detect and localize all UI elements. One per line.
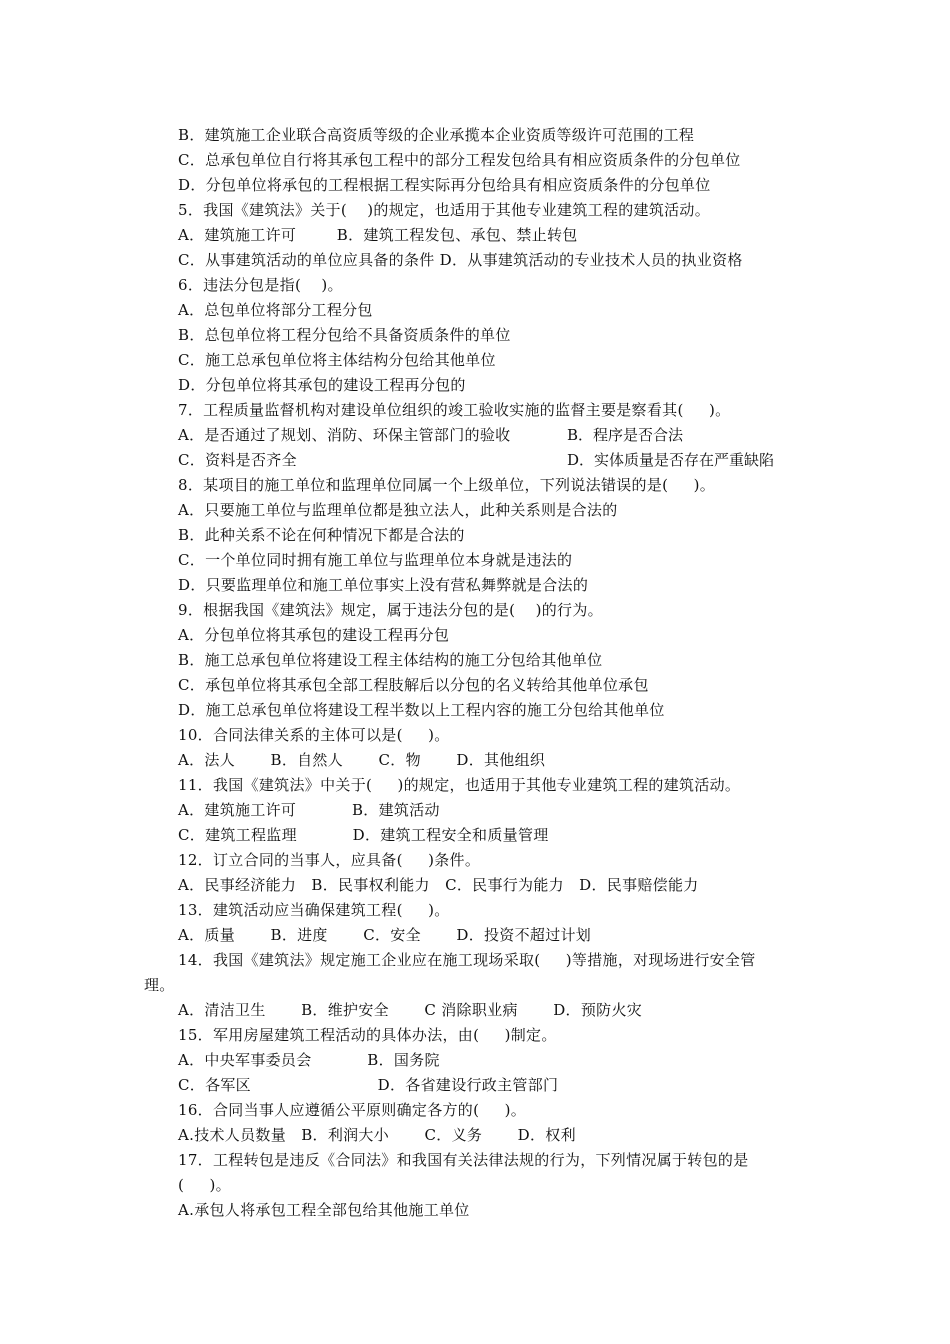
- text-line: C．各军区 D．各省建设行政主管部门: [178, 1076, 559, 1094]
- question-7: 7．工程质量监督机构对建设单位组织的竣工验收实施的监督主要是察看其( )。: [178, 401, 731, 419]
- text-line: D．分包单位将其承包的建设工程再分包的: [178, 376, 466, 394]
- text-line: A.承包人将承包工程全部包给其他施工单位: [178, 1201, 470, 1219]
- text-line: D．实体质量是否存在严重缺陷: [567, 451, 775, 469]
- text-line: C．施工总承包单位将主体结构分包给其他单位: [178, 351, 496, 369]
- text-line: C．承包单位将其承包全部工程肢解后以分包的名义转给其他单位承包: [178, 676, 649, 694]
- text-line: B．施工总承包单位将建设工程主体结构的施工分包给其他单位: [178, 651, 603, 669]
- question-15: 15．军用房屋建筑工程活动的具体办法，由( )制定。: [178, 1026, 557, 1044]
- question-5: 5．我国《建筑法》关于( )的规定，也适用于其他专业建筑工程的建筑活动。: [178, 201, 711, 219]
- text-line: A．建筑施工许可 B．建筑活动: [178, 801, 440, 819]
- text-line: D．只要监理单位和施工单位事实上没有营私舞弊就是合法的: [178, 576, 589, 594]
- question-13: 13．建筑活动应当确保建筑工程( )。: [178, 901, 450, 919]
- text-line: C．从事建筑活动的单位应具备的条件 D．从事建筑活动的专业技术人员的执业资格: [178, 251, 743, 269]
- text-line: A．是否通过了规划、消防、环保主管部门的验收: [178, 426, 511, 444]
- text-line: D．施工总承包单位将建设工程半数以上工程内容的施工分包给其他单位: [178, 701, 665, 719]
- text-line: C．一个单位同时拥有施工单位与监理单位本身就是违法的: [178, 551, 573, 569]
- question-8: 8．某项目的施工单位和监理单位同属一个上级单位，下列说法错误的是( )。: [178, 476, 716, 494]
- text-line: A．法人 B．自然人 C．物 D．其他组织: [178, 751, 546, 769]
- question-16: 16．合同当事人应遵循公平原则确定各方的( )。: [178, 1101, 527, 1119]
- text-line: A．分包单位将其承包的建设工程再分包: [178, 626, 450, 644]
- text-line: A．清洁卫生 B．维护安全 C 消除职业病 D．预防火灾: [178, 1001, 643, 1019]
- text-line: B．此种关系不论在何种情况下都是合法的: [178, 526, 465, 544]
- text-line: B．总包单位将工程分包给不具备资质条件的单位: [178, 326, 511, 344]
- question-11: 11．我国《建筑法》中关于( )的规定，也适用于其他专业建筑工程的建筑活动。: [178, 776, 741, 794]
- text-line: D．分包单位将承包的工程根据工程实际再分包给具有相应资质条件的分包单位: [178, 176, 711, 194]
- question-17: 17．工程转包是违反《合同法》和我国有关法律法规的行为，下列情况属于转包的是: [178, 1151, 749, 1169]
- text-line: B．程序是否合法: [567, 426, 684, 444]
- text-line: A．建筑施工许可 B．建筑工程发包、承包、禁止转包: [178, 226, 578, 244]
- question-12: 12．订立合同的当事人，应具备( )条件。: [178, 851, 481, 869]
- question-10: 10．合同法律关系的主体可以是( )。: [178, 726, 450, 744]
- text-line: ( )。: [178, 1176, 231, 1194]
- text-line: C．总承包单位自行将其承包工程中的部分工程发包给具有相应资质条件的分包单位: [178, 151, 741, 169]
- text-line: A．民事经济能力 B．民事权利能力 C．民事行为能力 D．民事赔偿能力: [178, 876, 699, 894]
- text-line: A．质量 B．进度 C．安全 D．投资不超过计划: [178, 926, 592, 944]
- text-line: C．建筑工程监理 D．建筑工程安全和质量管理: [178, 826, 549, 844]
- question-9: 9．根据我国《建筑法》规定，属于违法分包的是( )的行为。: [178, 601, 603, 619]
- question-14: 14．我国《建筑法》规定施工企业应在施工现场采取( )等措施，对现场进行安全管: [178, 951, 756, 969]
- text-line: B．建筑施工企业联合高资质等级的企业承揽本企业资质等级许可范围的工程: [178, 126, 695, 144]
- text-line: 理。: [144, 976, 175, 994]
- question-6: 6．违法分包是指( )。: [178, 276, 343, 294]
- text-line: A．只要施工单位与监理单位都是独立法人，此种关系则是合法的: [178, 501, 618, 519]
- text-line: A．总包单位将部分工程分包: [178, 301, 373, 319]
- text-line: C．资料是否齐全: [178, 451, 297, 469]
- text-line: A．中央军事委员会 B．国务院: [178, 1051, 440, 1069]
- text-line: A.技术人员数量 B．利润大小 C．义务 D．权利: [178, 1126, 576, 1144]
